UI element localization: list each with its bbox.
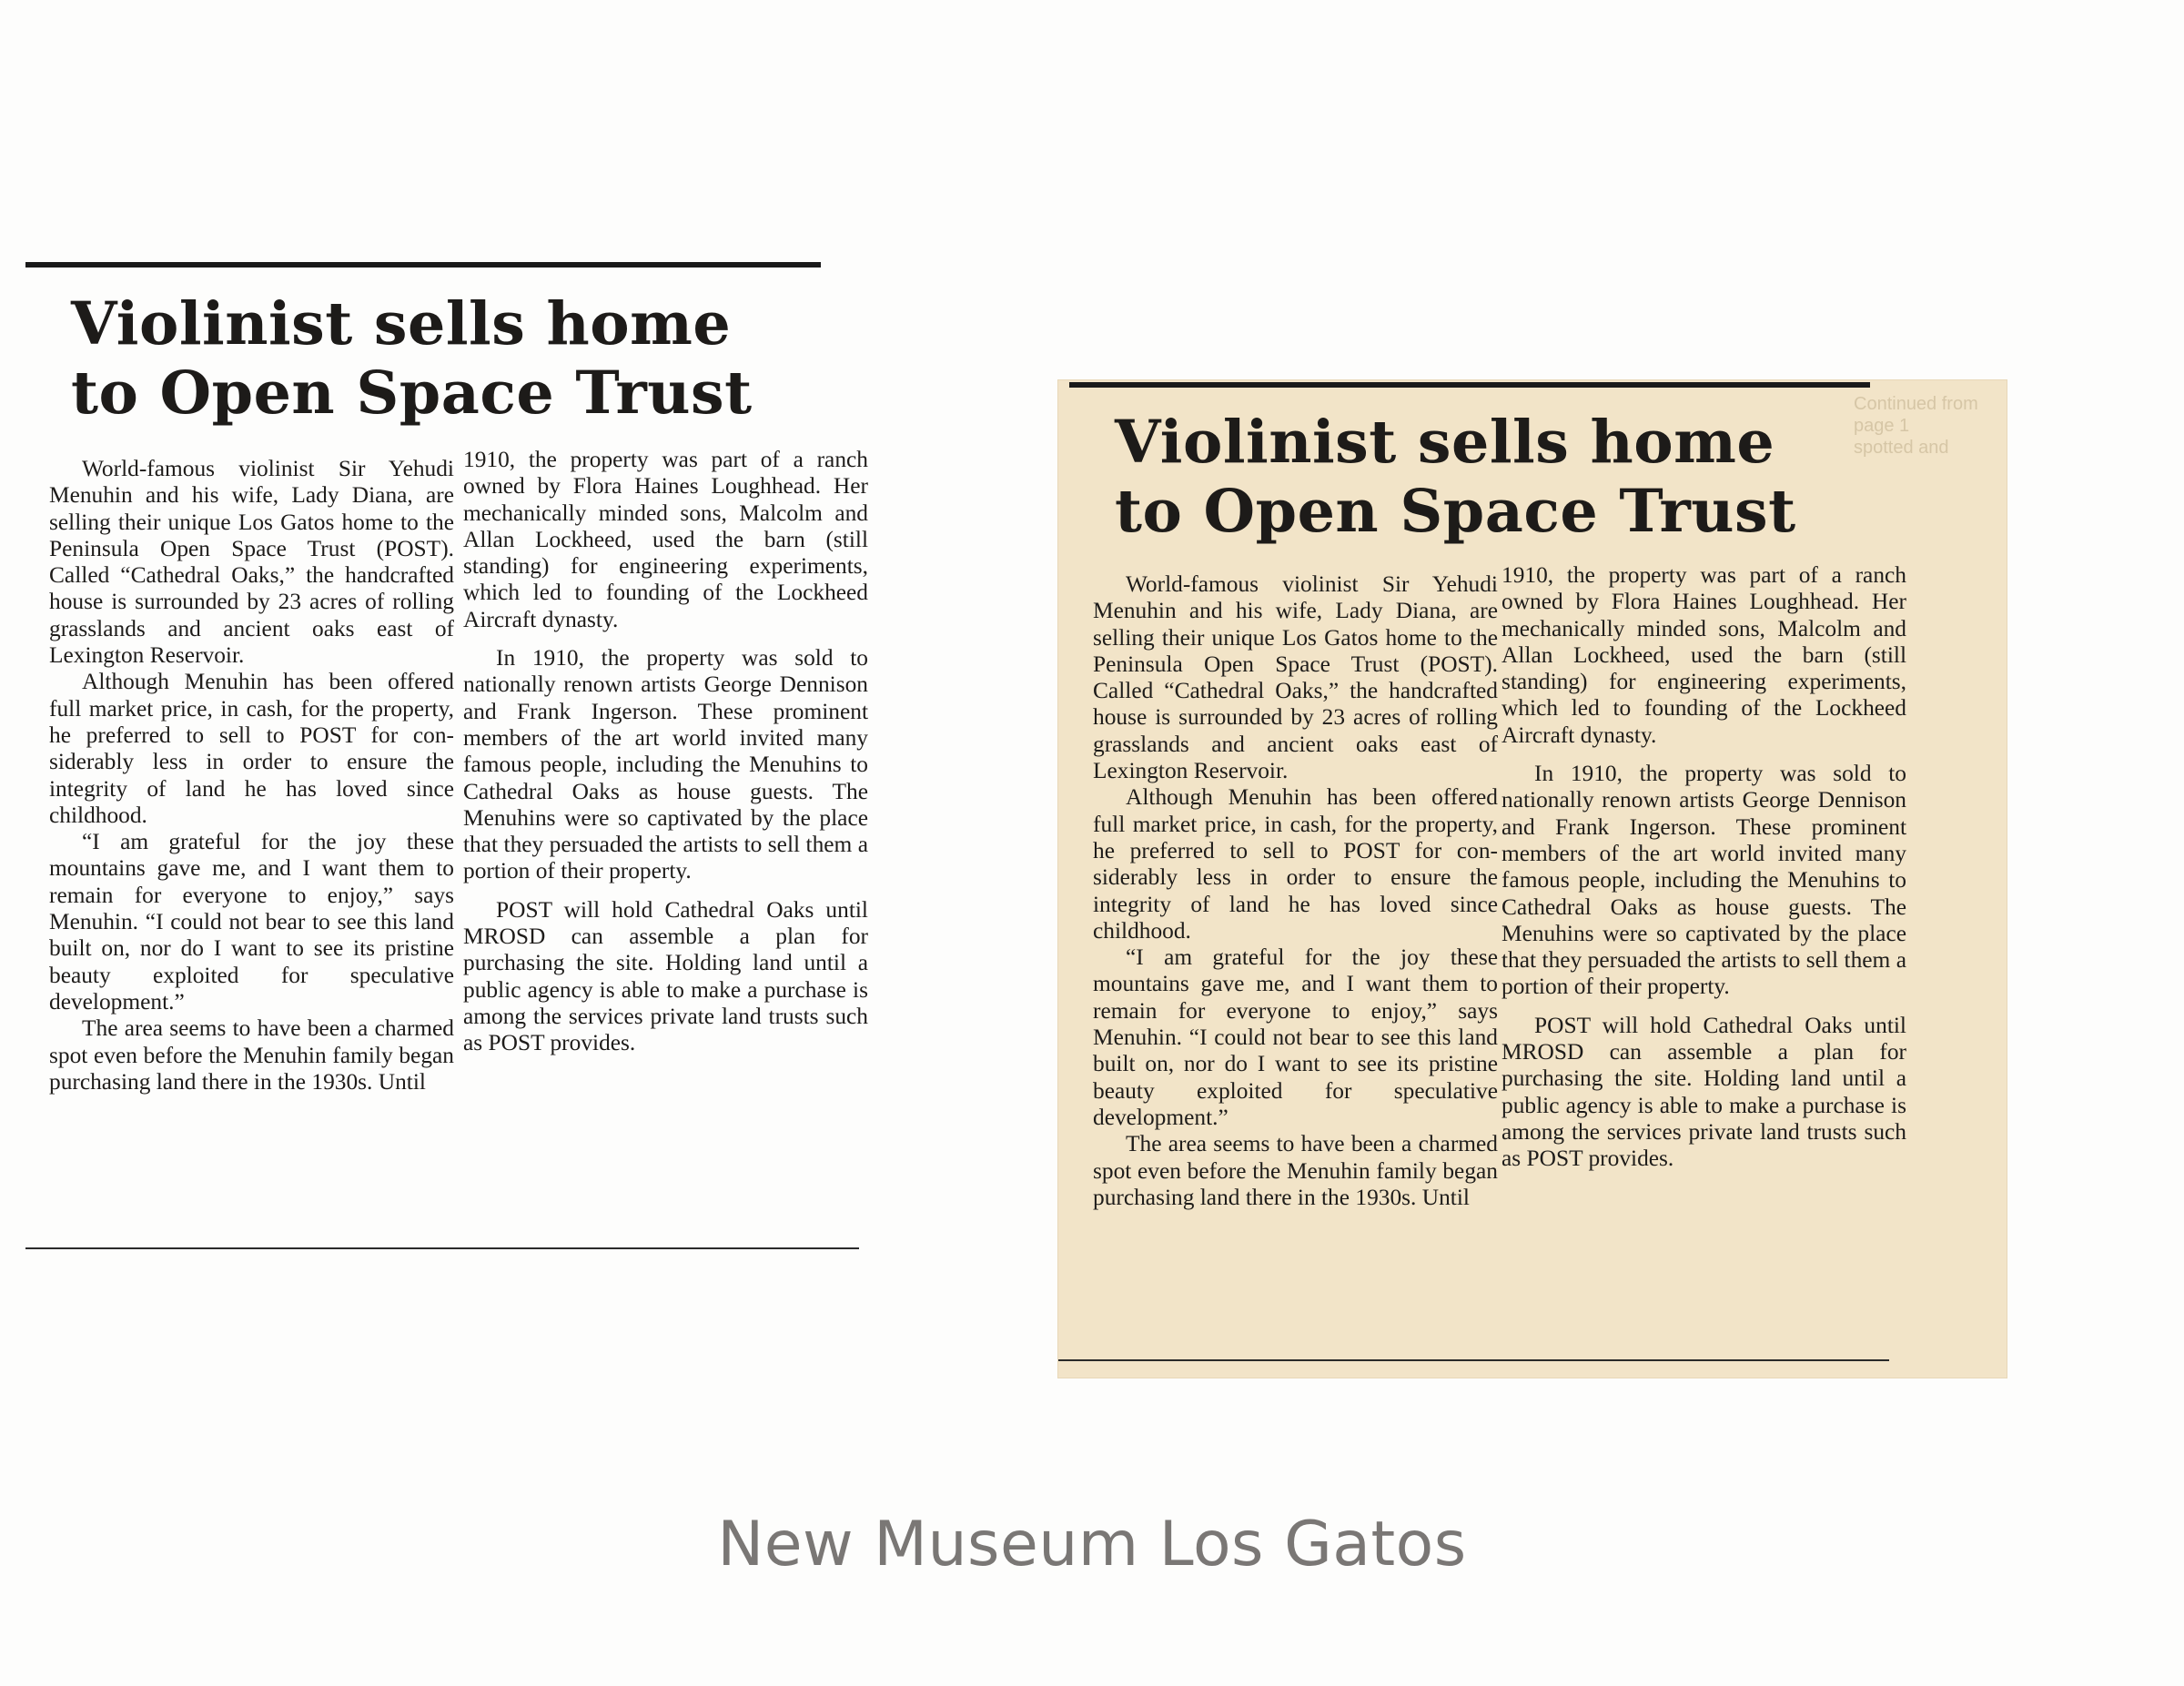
paragraph: “I am grateful for the joy these mountains gave me, and I want them to remain for everyone to enjoy,” says Menuhin. “I could not bear to see this land built on, nor do I want to see its pristine beauty exploited for speculative development.” [49, 829, 454, 1015]
paragraph: POST will hold Cathedral Oaks until MROSD can assemble a plan for purchasing the site. Holding land until a public agency is able to make a purchase is among the services private land trusts such as POST provides. [1502, 1012, 1906, 1172]
article-column-left [1093, 571, 1498, 1211]
paragraph: In 1910, the property was sold to nationally renown artists George Dennison and Frank Ingerson. These prominent members of the art world invited many famous people, including the Menuhins to Cathedral Oaks as house guests. The Menuhins were so captivated by the place that they persuaded the artists to sell them a portion of their property. [1502, 761, 1906, 1000]
bottom-rule [25, 1247, 859, 1249]
bleedthrough-line: spotted and [1854, 438, 1949, 458]
headline [71, 289, 753, 428]
paragraph: “I am grateful for the joy these mountains gave me, and I want them to remain for everyone to enjoy,” says Menuhin. “I could not bear to see this land built on, nor do I want to see its pristine beauty exploited for speculative development.” [1093, 944, 1498, 1130]
museum-watermark: New Museum Los Gatos [717, 1509, 1467, 1580]
paragraph: Although Menuhin has been offered full market price, in cash, for the property, he preferred to sell to POST for considerably less in order to ensure the integrity of land he has loved since childhood. [49, 669, 454, 828]
headline-line-1: Violinist sells home [71, 289, 732, 358]
paragraph: 1910, the property was part of a ranch owned by Flora Haines Loughhead. Her mechanically minded sons, Malcolm and Allan Lockheed, used the barn (still standing) for engineering experiments, which led to founding of the Lockheed Aircraft dynasty. [463, 447, 868, 632]
headline-line-2: to Open Space Trust [1115, 477, 1796, 546]
paragraph: In 1910, the property was sold to nationally renown artists George Dennison and Frank Ingerson. These prominent members of the art world invited many famous people, including the Menuhins to Cathedral Oaks as house guests. The Menuhins were so captivated by the place that they persuaded the artists to sell them a portion of their property. [463, 645, 868, 884]
paragraph: The area seems to have been a charmed spot even before the Menuhin family began purchasing land there in the 1930s. Until [49, 1015, 454, 1095]
headline-line-2: to Open Space Trust [71, 358, 753, 428]
article-column-right [463, 447, 868, 1057]
paragraph: World-famous violinist Sir Yehudi Menuhin and his wife, Lady Diana, are selling their unique Los Gatos home to the Peninsula Open Space Trust (POST). Called “Cathedral Oaks,” the handcrafted house is surrounded by 23 acres of rolling grasslands and ancient oaks east of Lexington Reservoir. [1093, 571, 1498, 784]
headline-line-1: Violinist sells home [1115, 408, 1775, 477]
bleedthrough-text [1854, 393, 1990, 459]
bottom-rule [1058, 1359, 1889, 1361]
paragraph: Although Menuhin has been offered full market price, in cash, for the property, he preferred to sell to POST for considerably less in order to ensure the integrity of land he has loved since childhood. [1093, 784, 1498, 944]
paragraph: World-famous violinist Sir Yehudi Menuhin and his wife, Lady Diana, are selling their unique Los Gatos home to the Peninsula Open Space Trust (POST). Called “Cathedral Oaks,” the handcrafted house is surrounded by 23 acres of rolling grasslands and ancient oaks east of Lexington Reservoir. [49, 456, 454, 669]
paragraph: The area seems to have been a charmed spot even before the Menuhin family began purchasing land there in the 1930s. Until [1093, 1131, 1498, 1210]
clipping-newsprint [1058, 380, 2007, 1378]
clipping-photocopy [25, 262, 868, 1263]
top-rule [1069, 382, 1870, 388]
headline [1115, 408, 1796, 546]
article-column-left [49, 456, 454, 1095]
bleedthrough-line: Continued from page 1 [1854, 394, 1978, 436]
article-column-right [1502, 562, 1906, 1173]
paragraph: POST will hold Cathedral Oaks until MROSD can assemble a plan for purchasing the site. Holding land until a public agency is able to make a purchase is among the services private land trusts such as POST provides. [463, 896, 868, 1056]
top-rule [25, 262, 821, 268]
paragraph: 1910, the property was part of a ranch owned by Flora Haines Loughhead. Her mechanically minded sons, Malcolm and Allan Lockheed, used the barn (still standing) for engineering experiments, which led to founding of the Lockheed Aircraft dynasty. [1502, 562, 1906, 748]
